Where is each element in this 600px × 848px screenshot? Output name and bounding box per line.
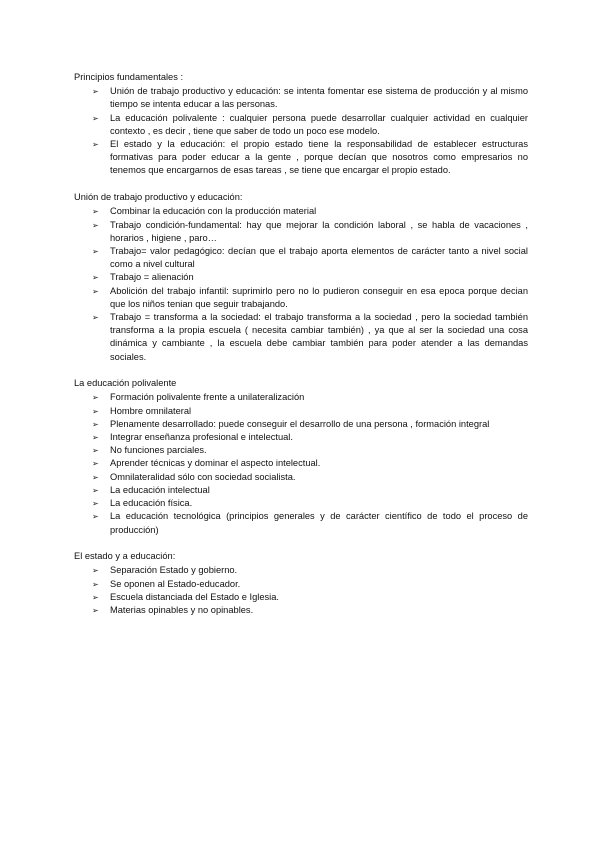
arrow-bullet-icon: ➢ [92,446,99,456]
section-title: El estado y a educación: [74,551,176,562]
arrow-bullet-icon: ➢ [92,485,99,495]
list-item [74,205,528,218]
list-item-text: Formación polivalente frente a unilateralización [110,392,305,403]
list-item-text: No funciones parciales. [110,445,207,456]
list-item [74,418,528,431]
list-item [74,444,528,457]
list-item [74,285,528,311]
list-item [74,484,528,497]
arrow-bullet-icon: ➢ [92,87,99,97]
list-item [74,405,528,418]
list-item [74,391,528,404]
list-item [74,271,528,284]
arrow-bullet-icon: ➢ [92,273,99,283]
list-item-text: Trabajo = alienación [110,272,194,283]
list-item-text: El estado y la educación: el propio estado tiene la responsabilidad de establecer estructuras formativas para poder educar a la gente , porque decían que nosotros como empresarios no tenemos que encargarnos de esas tareas , se tiene que encargar el propio estado. [110,139,528,176]
list-item-text: Abolición del trabajo infantil: suprimirlo pero no lo pudieron conseguir en esa epoca porque decian que los niños tenian que seguir trabajando. [110,285,528,309]
section-title: Principios fundamentales : [74,72,184,82]
list-item [74,112,528,138]
list-item-text: Trabajo= valor pedagógico: decían que el trabajo aporta elementos de carácter tanto a nivel social como a nivel cultural [110,245,528,270]
section-principios [74,71,528,178]
list-item-text: Combinar la educación con la producción material [110,206,317,217]
list-item [74,578,528,591]
list-item [74,510,528,536]
arrow-bullet-icon: ➢ [92,499,99,509]
arrow-bullet-icon: ➢ [92,512,99,522]
list-item [74,497,528,510]
arrow-bullet-icon: ➢ [92,579,99,589]
section-estado-educacion [74,550,528,617]
list-item-text: Unión de trabajo productivo y educación: se intenta fomentar ese sistema de producción y al mismo tiempo se intenta educar a las personas. [110,86,528,110]
list-item-text: La educación intelectual [110,484,210,495]
list-item-text: Trabajo = transforma a la sociedad: el trabajo transforma a la sociedad , pero la sociedad también transforma a la propia escuela ( necesita cambiar también) , ya que al ser la sociedad una cosa dinámica y cambiante , la escuela debe cambiar también para poder atender a las demandas sociales. [110,311,528,362]
arrow-bullet-icon: ➢ [92,472,99,482]
arrow-bullet-icon: ➢ [92,393,99,403]
list-item-text: La educación polivalente : cualquier persona puede desarrollar cualquier actividad en cualquier contexto , es decir , tiene que saber de todo un poco ese modelo. [110,112,528,136]
list-item-text: La educación tecnológica (principios generales y de carácter científico de todo el proceso de producción) [110,511,528,535]
list-item [74,311,528,364]
bullet-list [74,564,528,617]
list-item-text: Hombre omnilateral [110,405,192,416]
list-item [74,471,528,484]
arrow-bullet-icon: ➢ [92,207,99,217]
arrow-bullet-icon: ➢ [92,592,99,602]
bullet-list [74,391,528,536]
list-item [74,85,528,111]
list-item-text: Plenamente desarrollado: puede conseguir el desarrollo de una persona , formación integral [110,418,490,429]
list-item [74,138,528,178]
section-title: La educación polivalente [74,378,177,389]
list-item [74,457,528,470]
list-item-text: Integrar enseñanza profesional e intelectual. [110,432,293,443]
section-union-trabajo [74,191,528,364]
arrow-bullet-icon: ➢ [92,459,99,469]
bullet-list [74,205,528,363]
arrow-bullet-icon: ➢ [92,113,99,123]
list-item [74,219,528,245]
list-item [74,591,528,604]
list-item-text: Trabajo condición-fundamental: hay que mejorar la condición laboral , se habla de vacaciones , horarios , higiene , paro… [110,219,528,243]
arrow-bullet-icon: ➢ [92,566,99,576]
arrow-bullet-icon: ➢ [92,419,99,429]
arrow-bullet-icon: ➢ [92,140,99,150]
list-item-text: Se oponen al Estado-educador. [110,578,241,589]
list-item [74,431,528,444]
list-item [74,245,528,271]
list-item-text: Materias opinables y no opinables. [110,605,254,616]
bullet-list [74,85,528,177]
arrow-bullet-icon: ➢ [92,406,99,416]
list-item-text: Aprender técnicas y dominar el aspecto intelectual. [110,458,321,469]
list-item-text: Escuela distanciada del Estado e Iglesia. [110,591,280,602]
arrow-bullet-icon: ➢ [92,433,99,443]
list-item [74,564,528,577]
arrow-bullet-icon: ➢ [92,312,99,322]
arrow-bullet-icon: ➢ [92,246,99,256]
list-item-text: Omnilateralidad sólo con sociedad socialista. [110,471,296,482]
list-item-text: Separación Estado y gobierno. [110,565,238,576]
list-item-text: La educación física. [110,498,193,509]
section-title: Unión de trabajo productivo y educación: [74,192,243,203]
section-educacion-polivalente [74,377,528,536]
arrow-bullet-icon: ➢ [92,286,99,296]
list-item [74,604,528,617]
arrow-bullet-icon: ➢ [92,606,99,616]
arrow-bullet-icon: ➢ [92,220,99,230]
